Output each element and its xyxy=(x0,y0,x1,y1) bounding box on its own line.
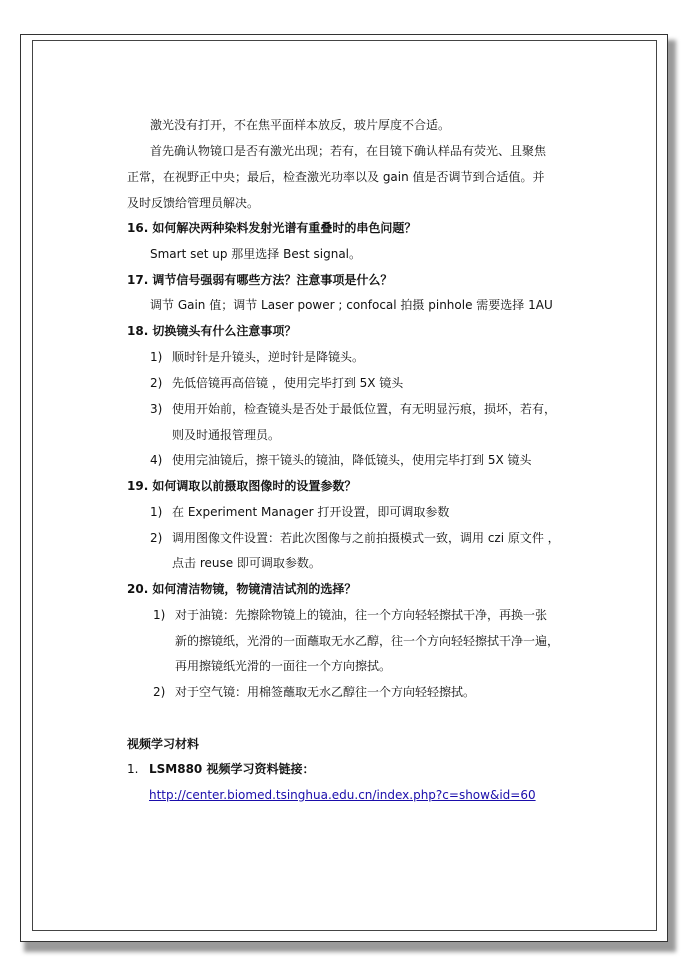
answer-text: Smart set up 那里选择 Best signal。 xyxy=(150,247,362,261)
list-number: 1) xyxy=(153,608,166,622)
list-item xyxy=(150,555,321,571)
list-item xyxy=(153,658,391,674)
list-text: 顺时针是升镜头，逆时针是降镜头。 xyxy=(172,350,365,364)
paragraph-line: 及时反馈给管理员解决。 xyxy=(127,196,260,210)
list-number: 4) xyxy=(150,453,163,467)
list-item xyxy=(153,633,559,649)
list-text: 在 Experiment Manager 打开设置，即可调取参数 xyxy=(172,505,450,519)
question-heading: 16. 如何解决两种染料发射光谱有重叠时的串色问题？ xyxy=(127,221,417,235)
list-text: 先低倍镜再高倍镜 ，使用完毕打到 5X 镜头 xyxy=(172,376,404,390)
list-number: 1) xyxy=(150,350,163,364)
page-border xyxy=(32,40,657,931)
list-item xyxy=(150,427,280,443)
list-text: 使用开始前，检查镜头是否处于最低位置，有无明显污痕，损坏，若有， xyxy=(172,402,557,416)
video-item-title: LSM880 视频学习资料链接： xyxy=(149,762,315,776)
section-heading: 视频学习材料 xyxy=(127,737,200,751)
list-item xyxy=(150,401,556,417)
question-heading: 18. 切换镜头有什么注意事项？ xyxy=(127,324,297,338)
paragraph-line: 正常，在视野正中央；最后，检查激光功率以及 gain 值是否调节到合适值。并 xyxy=(127,170,545,184)
answer-text: 调节 Gain 值；调节 Laser power ; confocal 拍摄 pinhole 需要选择 1AU xyxy=(150,298,553,312)
list-number: 1) xyxy=(150,505,163,519)
list-number: 3) xyxy=(150,402,163,416)
list-text: 调用图像文件设置：若此次图像与之前拍摄模式一致，调用 czi 原文件 ， xyxy=(172,531,560,545)
list-text: 新的擦镜纸，光滑的一面蘸取无水乙醇，往一个方向轻轻擦拭干净一遍， xyxy=(175,634,560,648)
paragraph-line: 首先确认物镜口是否有激光出现；若有，在目镜下确认样品有荧光、且聚焦 xyxy=(150,144,547,158)
question-heading: 19. 如何调取以前摄取图像时的设置参数？ xyxy=(127,479,357,493)
list-item xyxy=(150,452,532,468)
list-text: 再用擦镜纸光滑的一面往一个方向擦拭。 xyxy=(175,659,392,673)
list-number: 2) xyxy=(153,685,166,699)
list-text: 则及时通报管理员。 xyxy=(172,428,281,442)
list-item xyxy=(150,375,403,391)
video-link[interactable]: http://center.biomed.tsinghua.edu.cn/index.php?c=show&id=60 xyxy=(149,788,536,802)
list-text: 使用完油镜后，擦干镜头的镜油，降低镜头，使用完毕打到 5X 镜头 xyxy=(172,453,532,467)
list-item xyxy=(153,607,547,623)
paragraph-line: 激光没有打开，不在焦平面样本放反，玻片厚度不合适。 xyxy=(150,118,451,132)
list-text: 点击 reuse 即可调取参数。 xyxy=(172,556,321,570)
video-list-item xyxy=(127,761,314,777)
list-text: 对于油镜：先擦除物镜上的镜油，往一个方向轻轻擦拭干净，再换一张 xyxy=(175,608,548,622)
list-number: 2) xyxy=(150,376,163,390)
list-item xyxy=(150,504,449,520)
document-page xyxy=(20,34,668,942)
list-item xyxy=(153,684,475,700)
list-number: 1. xyxy=(127,762,139,776)
question-heading: 17. 调节信号强弱有哪些方法？注意事项是什么？ xyxy=(127,273,393,287)
list-item xyxy=(150,530,560,546)
list-item xyxy=(150,349,364,365)
list-number: 2) xyxy=(150,531,163,545)
question-heading: 20. 如何清洁物镜，物镜清洁试剂的选择？ xyxy=(127,582,357,596)
list-text: 对于空气镜：用棉签蘸取无水乙醇往一个方向轻轻擦拭。 xyxy=(175,685,476,699)
